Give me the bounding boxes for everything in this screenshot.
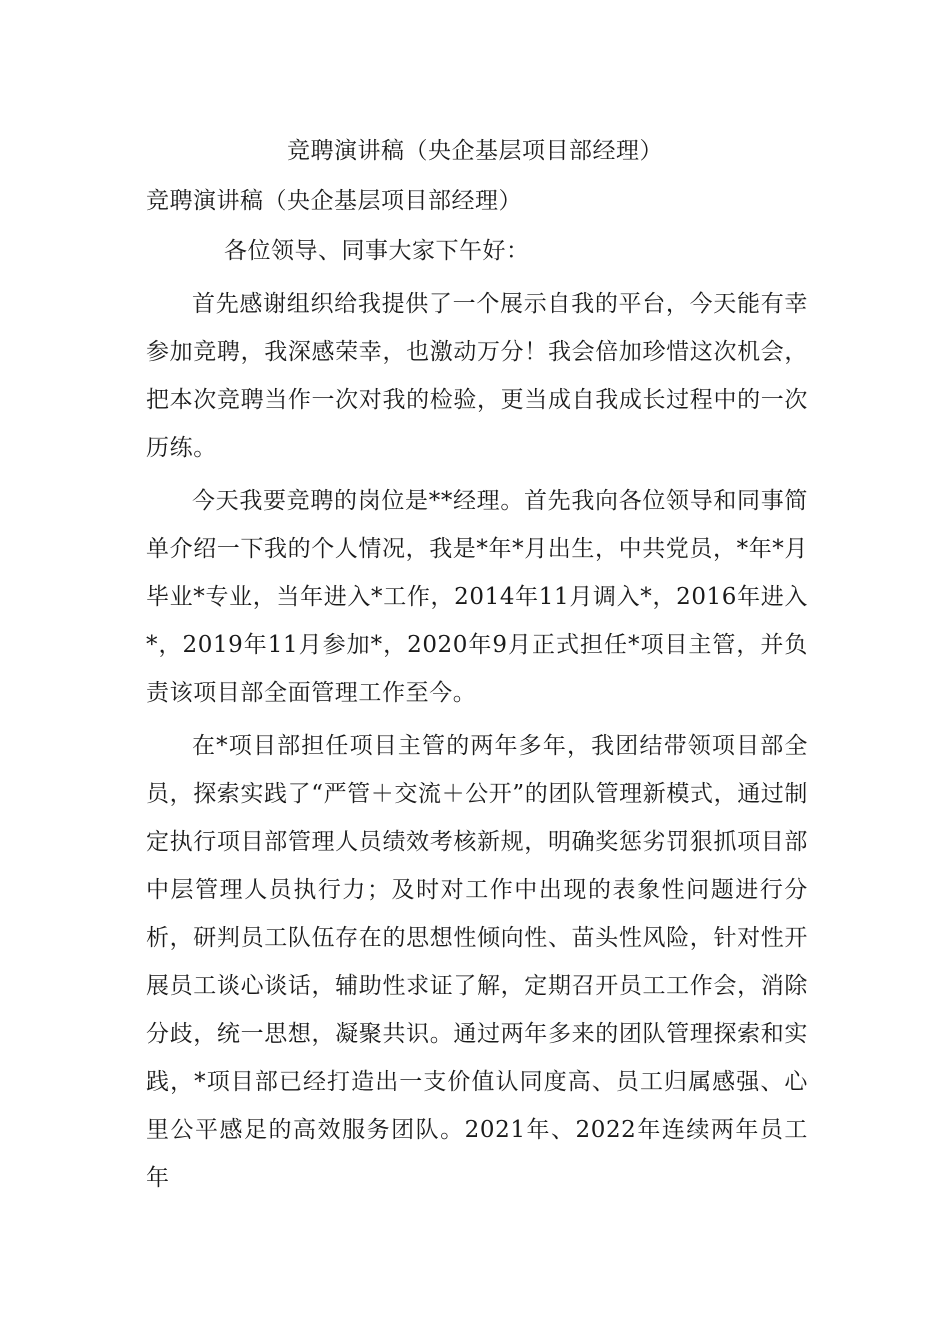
document-title: 竞聘演讲稿（央企基层项目部经理） <box>287 138 663 164</box>
body-paragraph: 今天我要竞聘的岗位是**经理。首先我向各位领导和同事简单介绍一下我的个人情况，我是*年*月出生，中共党员，*年*月毕业*专业，当年进入*工作，2014年11月调入*，2016年进入*，2019年11月参加*，2020年9月正式担任*项目主管，并负责该项目部全面管理工作至今。 <box>146 488 808 706</box>
body-paragraph: 首先感谢组织给我提供了一个展示自我的平台，今天能有幸参加竞聘，我深感荣幸，也激动万分！我会倍加珍惜这次机会，把本次竞聘当作一次对我的检验，更当成自我成长过程中的一次历练。 <box>146 291 808 461</box>
body-paragraph: 在*项目部担任项目主管的两年多年，我团结带领项目部全员，探索实践了“严管＋交流＋公开”的团队管理新模式，通过制定执行项目部管理人员绩效考核新规，明确奖惩劣罚狠抓项目部中层管理人员执行力；及时对工作中出现的表象性问题进行分析，研判员工队伍存在的思想性倾向性、苗头性风险，针对性开展员工谈心谈话，辅助性求证了解，定期召开员工工作会，消除分歧，统一思想，凝聚共识。通过两年多来的团队管理探索和实践，*项目部已经打造出一支价值认同度高、员工归属感强、心里公平感足的高效服务团队。2021年、2022年连续两年员工年 <box>146 733 808 1191</box>
document-subtitle: 竞聘演讲稿（央企基层项目部经理） <box>146 188 522 214</box>
greeting-line: 各位领导、同事大家下午好： <box>224 238 530 264</box>
